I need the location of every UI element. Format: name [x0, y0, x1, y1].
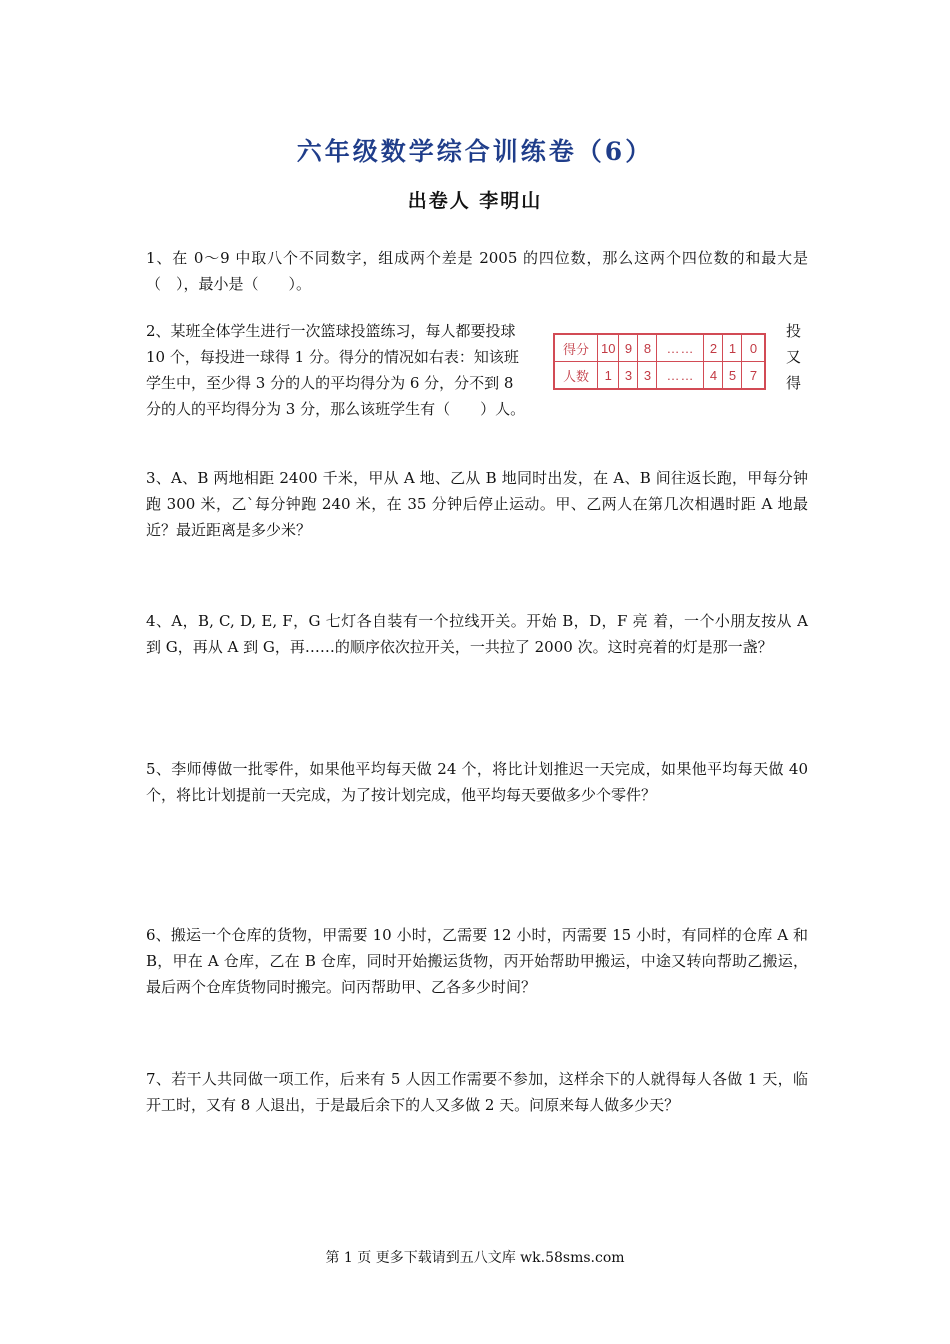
count-header: 人数 — [554, 362, 598, 390]
score-cell: 8 — [638, 334, 657, 362]
question-2-side-text — [786, 318, 810, 396]
question-2: 2、某班全体学生进行一次篮球投篮练习，每人都要投球 10 个，每投进一球得 1 分。得分的情况如右表：知该班学生中，至少得 3 分的人的平均得分为 6 分，分不到 8 分的人的平均得分为 3 分，那么该班学生有（ ）人。 — [146, 322, 526, 418]
question-1: 1、在 0～9 中取八个不同数字，组成两个差是 2005 的四位数，那么这两个四位数的和最大是（ ），最小是（ ）。 — [146, 249, 808, 293]
count-cell: 5 — [723, 362, 742, 390]
count-cell: 3 — [619, 362, 638, 390]
count-cell: 7 — [742, 362, 766, 390]
question-5: 5、李师傅做一批零件，如果他平均每天做 24 个，将比计划推迟一天完成，如果他平均每天做 40 个，将比计划提前一天完成，为了按计划完成，他平均每天要做多少个零件？ — [146, 760, 808, 804]
count-row — [554, 362, 765, 390]
page-footer: 第 1 页 更多下载请到五八文库 wk.58sms.com — [325, 1250, 625, 1266]
score-cell: 1 — [723, 334, 742, 362]
question-3: 3、A、B 两地相距 2400 千米，甲从 A 地、乙从 B 地同时出发，在 A、B 间往返长跑，甲每分钟跑 300 米，乙`每分钟跑 240 米，在 35 分钟后停止运动。甲、乙两人在第几次相遇时距 A 地最近？最近距离是多少米？ — [146, 469, 808, 539]
side-char: 投 — [786, 322, 802, 340]
side-char: 得 — [786, 374, 802, 392]
count-cell: 4 — [704, 362, 723, 390]
author-line: 出卷人 李明山 — [407, 190, 543, 212]
count-cell: …… — [657, 362, 704, 390]
question-6: 6、搬运一个仓库的货物，甲需要 10 小时，乙需要 12 小时，丙需要 15 小时，有同样的仓库 A 和 B，甲在 A 仓库，乙在 B 仓库，同时开始搬运货物，丙开始帮助甲搬运，中途又转向帮助乙搬运，最后两个仓库货物同时搬完。问丙帮助甲、乙各多少时间？ — [146, 926, 808, 996]
score-row — [554, 334, 765, 362]
question-7: 7、若干人共同做一项工作，后来有 5 人因工作需要不参加，这样余下的人就得每人各做 1 天，临开工时，又有 8 人退出，于是最后余下的人又多做 2 天。问原来每人做多少天？ — [146, 1070, 808, 1114]
score-cell: …… — [657, 334, 704, 362]
score-cell: 2 — [704, 334, 723, 362]
count-cell: 3 — [638, 362, 657, 390]
page-title: 六年级数学综合训练卷（6） — [296, 137, 654, 166]
score-cell: 9 — [619, 334, 638, 362]
side-char: 又 — [786, 348, 802, 366]
score-header: 得分 — [554, 334, 598, 362]
question-4: 4、A，B, C, D, E, F，G 七灯各自装有一个拉线开关。开始 B，D，F 亮 着，一个小朋友按从 A 到 G，再从 A 到 G，再……的顺序依次拉开关，一共拉了 2000 次。这时亮着的灯是那一盏？ — [146, 612, 808, 656]
score-cell: 0 — [742, 334, 766, 362]
score-table — [553, 333, 766, 390]
score-cell: 10 — [598, 334, 619, 362]
count-cell: 1 — [598, 362, 619, 390]
